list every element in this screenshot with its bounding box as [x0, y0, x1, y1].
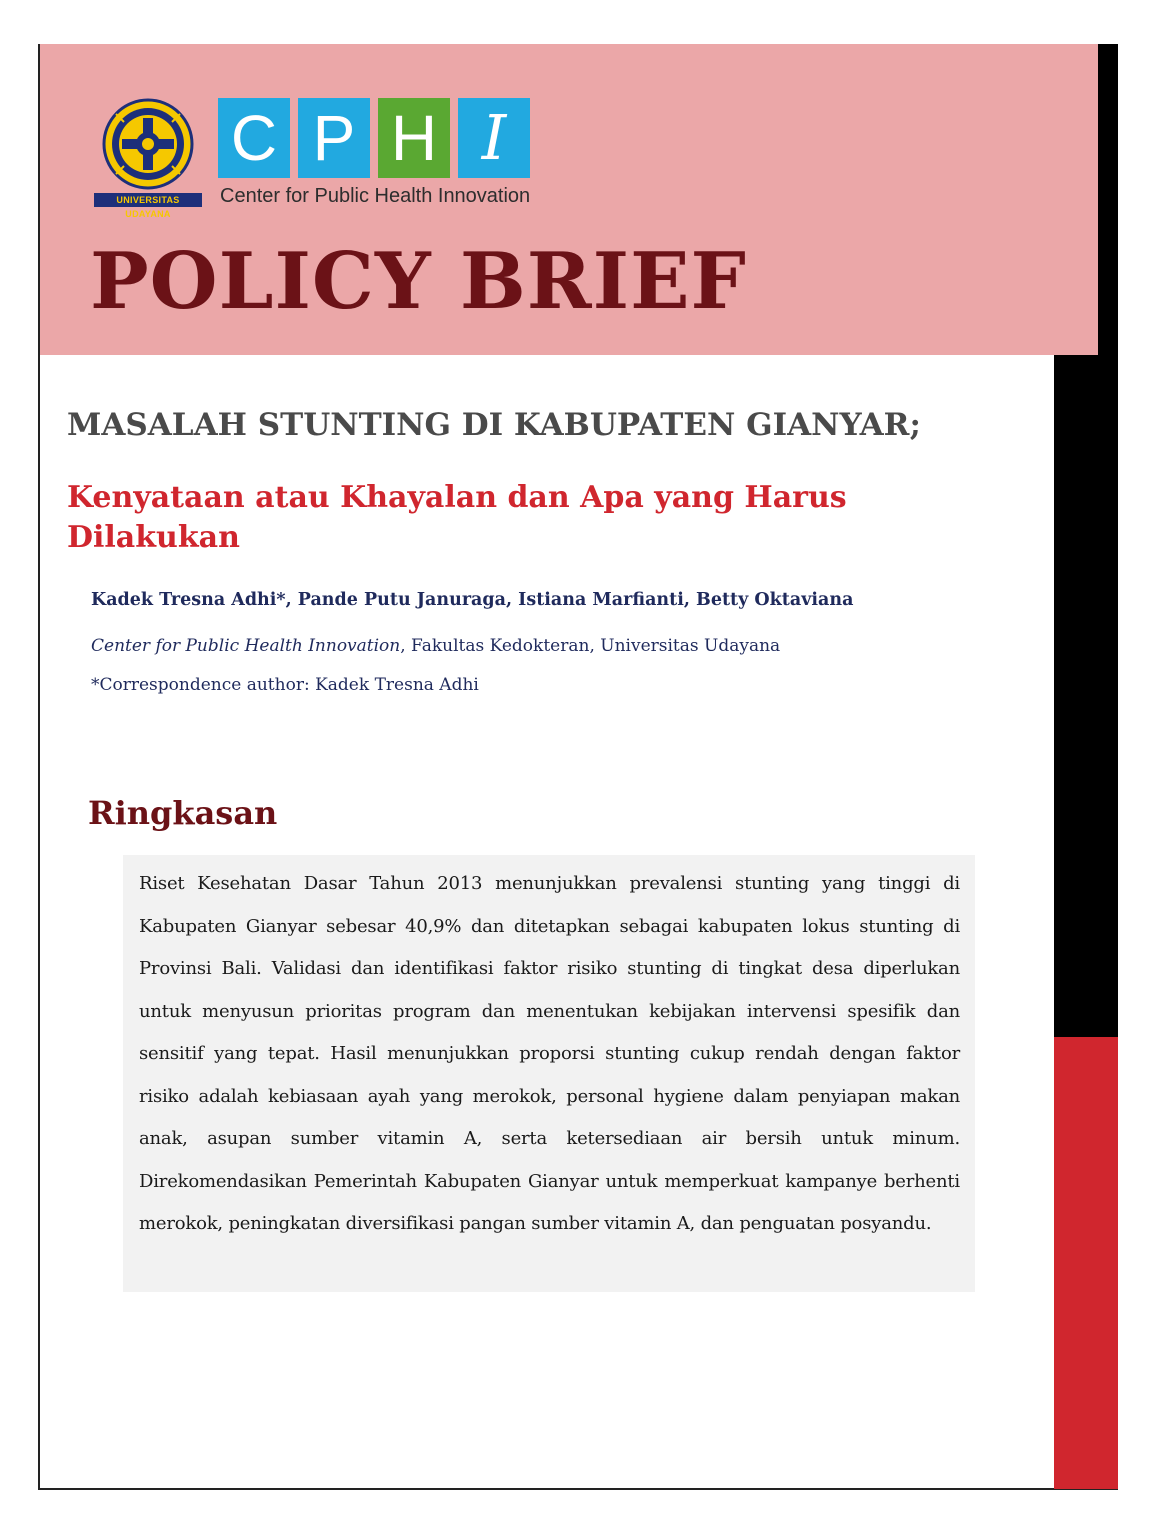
cphi-letter-p: P: [298, 98, 370, 178]
side-bar-black: [1054, 355, 1118, 1037]
affiliation: [91, 636, 780, 656]
cphi-logo: [218, 98, 530, 178]
side-bar-red: [1054, 1037, 1118, 1489]
correspondence-author: *Correspondence author: Kadek Tresna Adhi: [91, 675, 479, 695]
cphi-letter-c: C: [218, 98, 290, 178]
article-subtitle: Kenyataan atau Khayalan dan Apa yang Harus Dilakukan: [67, 480, 847, 555]
summary-heading: Ringkasan: [88, 794, 278, 832]
article-title: MASALAH STUNTING DI KABUPATEN GIANYAR;: [67, 407, 921, 443]
summary-text: Riset Kesehatan Dasar Tahun 2013 menunjukkan prevalensi stunting yang tinggi di Kabupaten Gianyar sebesar 40,9% dan ditetapkan sebagai kabupaten lokus stunting di Provinsi Bali. Validasi dan identifikasi faktor risiko stunting di tingkat desa diperlukan untuk menyusun prioritas program dan menentukan kebijakan intervensi spesifik dan sensitif yang tepat. Hasil menunjukkan proporsi stunting cukup rendah dengan faktor risiko adalah kebiasaan ayah yang merokok, personal hygiene dalam penyiapan makan anak, asupan sumber vitamin A, serta ketersediaan air bersih untuk minum. Direkomendasikan Pemerintah Kabupaten Gianyar untuk memperkuat kampanye berhenti merokok, peningkatan diversifikasi pangan sumber vitamin A, dan penguatan posyandu.: [139, 873, 960, 1234]
affiliation-center: Center for Public Health Innovation: [91, 636, 401, 656]
summary-box: [123, 855, 975, 1292]
affiliation-institution: , Fakultas Kedokteran, Universitas Udayana: [400, 636, 781, 656]
cphi-letter-i: I: [458, 98, 530, 178]
policy-brief-title: POLICY BRIEF: [90, 236, 747, 327]
cphi-letter-h: H: [378, 98, 450, 178]
university-caption: UNIVERSITAS UDAYANA: [94, 193, 202, 207]
cphi-caption: Center for Public Health Innovation: [220, 185, 531, 207]
side-bar-black-top: [1098, 44, 1118, 355]
author-list: Kadek Tresna Adhi*, Pande Putu Januraga, Istiana Marfianti, Betty Oktaviana: [91, 590, 854, 610]
